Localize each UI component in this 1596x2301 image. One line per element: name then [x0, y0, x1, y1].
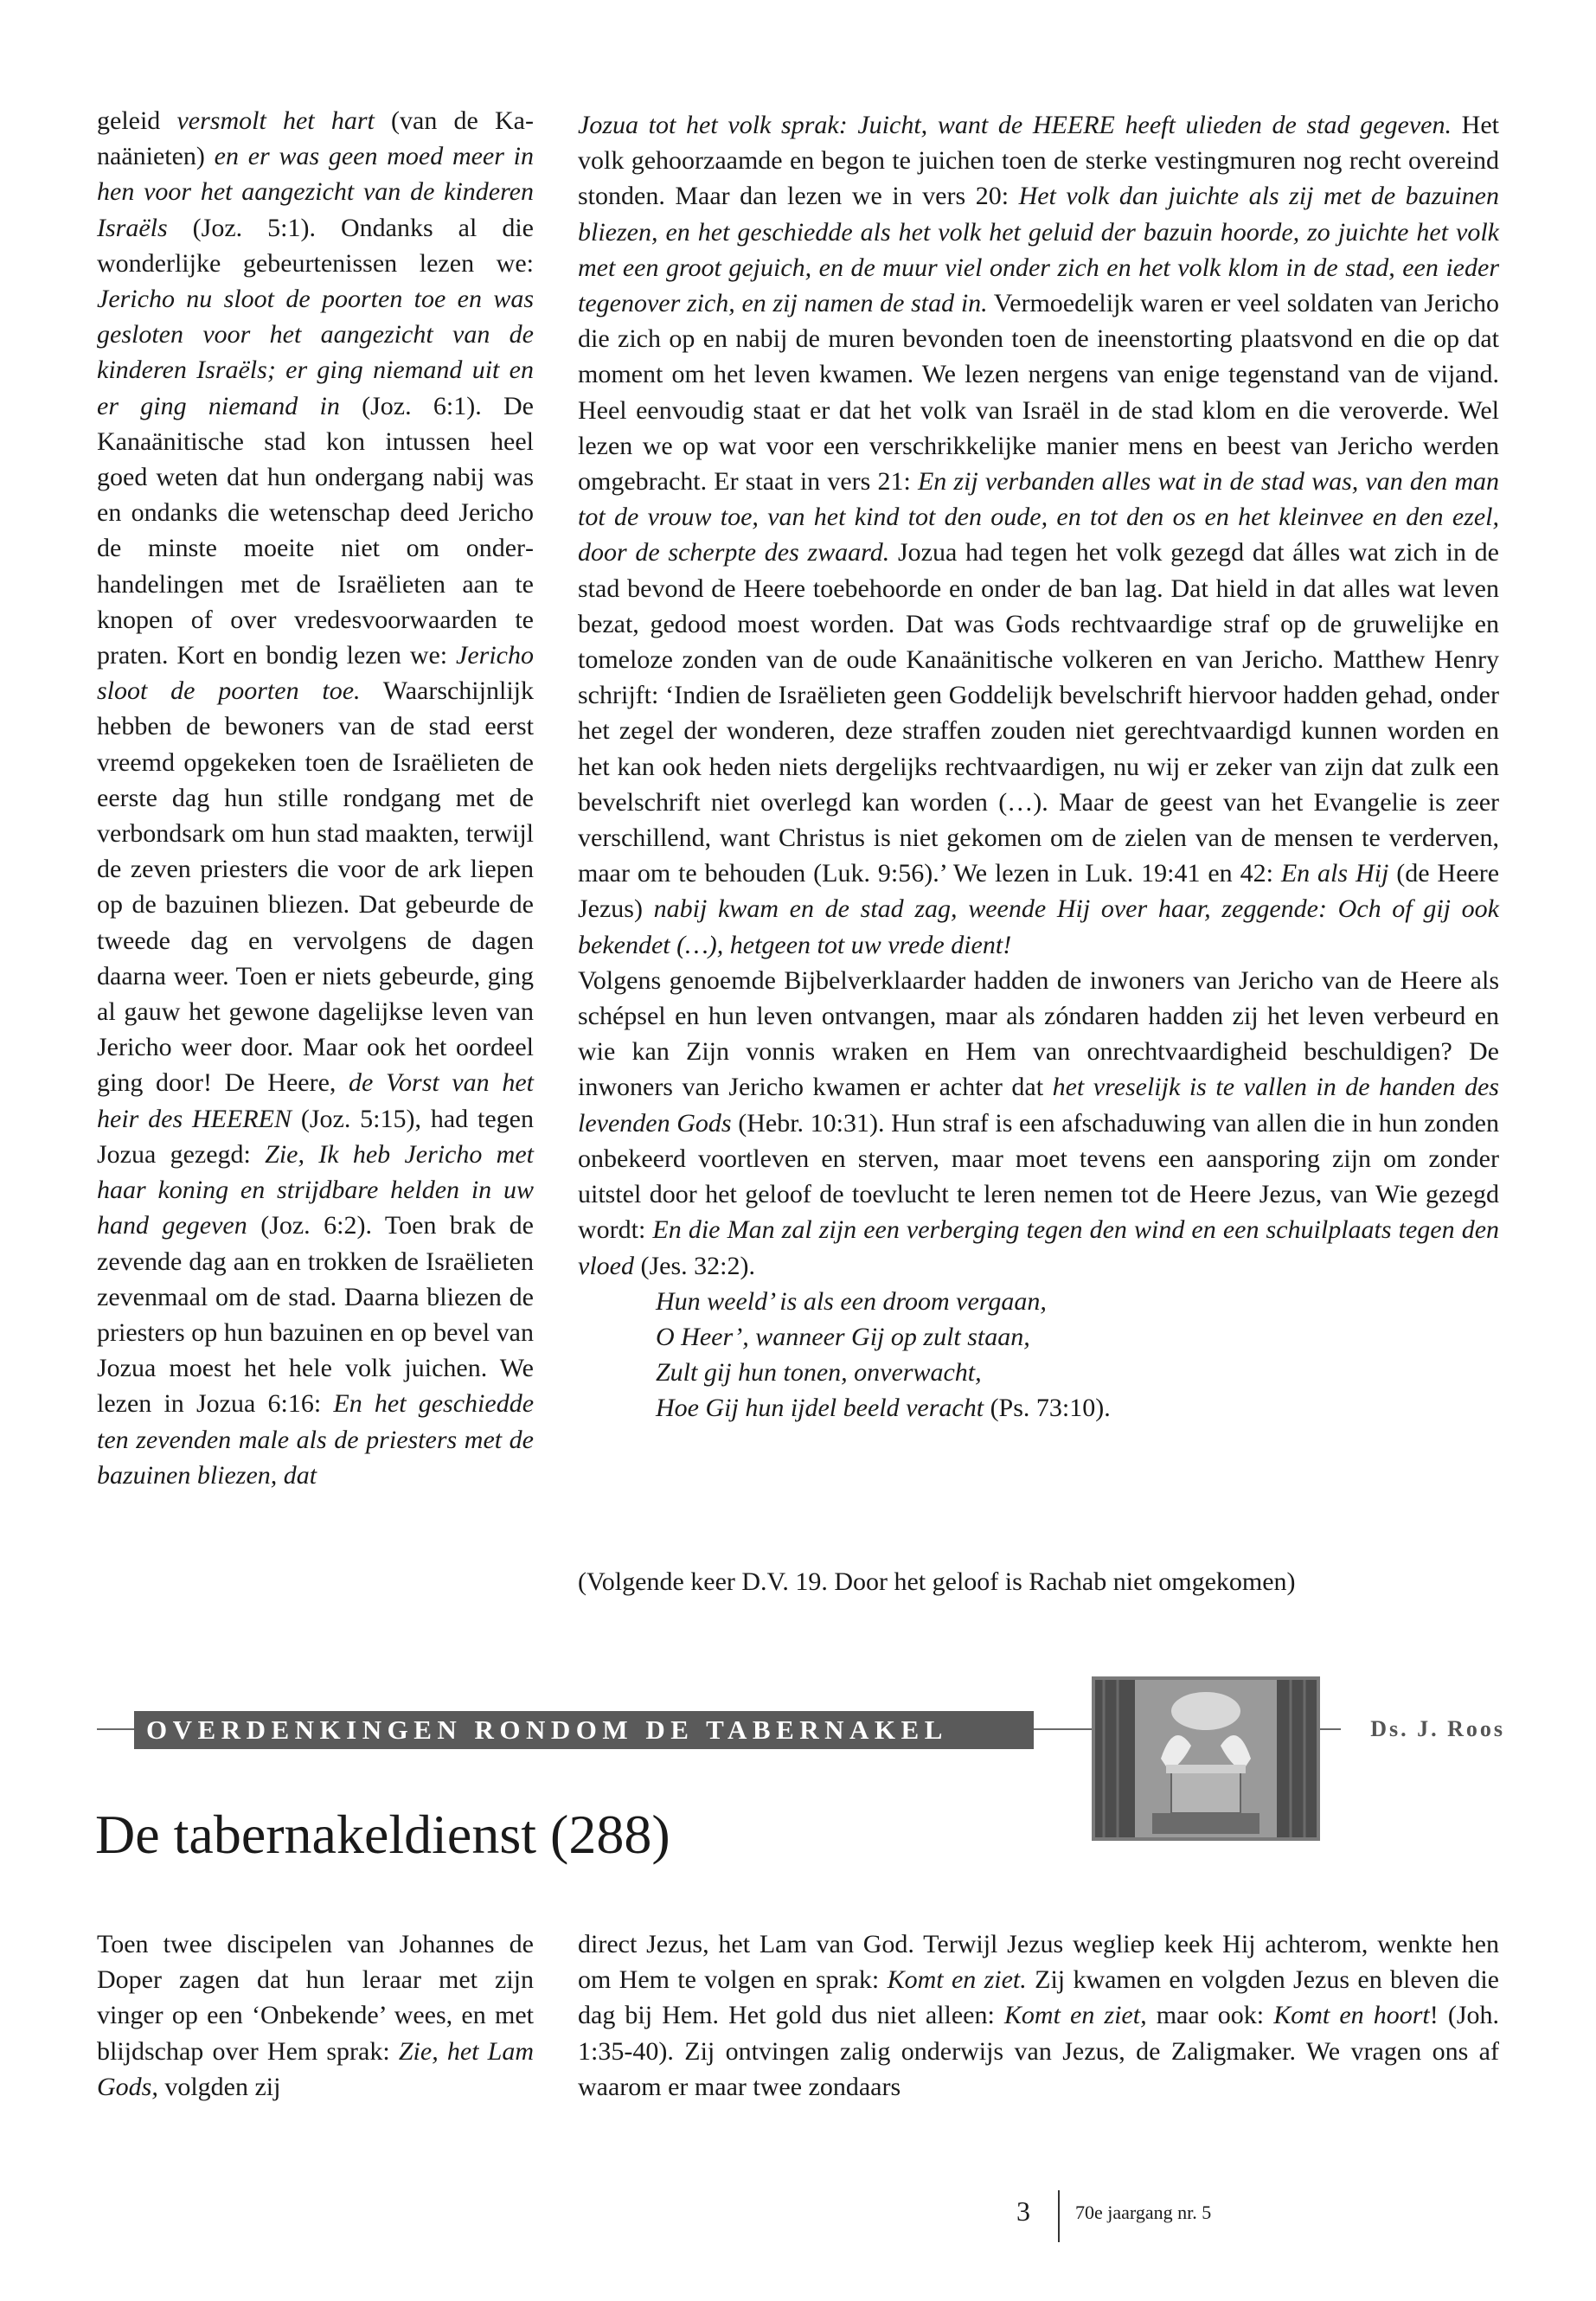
- left-column-top: [97, 103, 534, 1493]
- poem-line: Hun weeld’ is als een droom vergaan,: [656, 1286, 1047, 1316]
- right-column-bottom: [578, 1926, 1499, 2105]
- poem-line: O Heer’, wanneer Gij op zult staan,: [656, 1322, 1030, 1351]
- paragraph: [578, 107, 1499, 963]
- text-run: Volgens genoemde Bijbelverklaarder hadden de inwoners van Jericho van de Heere als schépsel en hun leven ontvangen, maar als zóndaren hadden zij het leven verbeurd en wie kan Zijn vonnis wraken en Hem van onrechtvaardigheid beschuldigen? De inwoners van Jericho kwamen er achter dat: [578, 965, 1499, 1102]
- text-run: ! (Joh. 1:35-40). Zij ontvingen zalig onderwijs van Jezus, de Zaligmaker. We vragen ons af waarom er maar twee zondaars: [578, 2001, 1500, 2101]
- paragraph: [97, 1926, 534, 2105]
- italic-quote: En het geschiedde ten zevenden male als de priesters met de bazuinen bliezen, dat: [97, 1389, 535, 1490]
- issue-label: 70e jaargang nr. 5: [1075, 2202, 1212, 2223]
- italic-quote: Komt en ziet,: [1003, 2001, 1147, 2030]
- italic-quote: Jericho nu sloot de poorten toe en was gesloten voor het aangezicht van de kinderen Israëls; er ging niemand uit en er ging niemand in: [97, 285, 534, 420]
- poem-line: Hoe Gij hun ijdel beeld veracht (Ps. 73:10).: [656, 1394, 1111, 1423]
- text-run: (Jes. 32:2).: [633, 1251, 755, 1280]
- footer-divider: [1058, 2190, 1060, 2242]
- paragraph: [578, 963, 1499, 1284]
- text-run: direct Jezus, het Lam van God. Terwijl Jezus wegliep keek Hij achterom, wenkte hen om Hem te volgen en sprak:: [578, 1930, 1499, 1995]
- page-number: 3: [1016, 2195, 1030, 2227]
- article-title: De tabernakeldienst (288): [95, 1804, 670, 1865]
- italic-quote: En als Hij: [1280, 859, 1389, 888]
- left-column-bottom: [97, 1926, 534, 2105]
- paragraph: [578, 1926, 1499, 2105]
- text-run: Vermoedelijk waren er veel soldaten van Jericho die zich op en nabij de muren bevonden toen de ineenstorting plaatsvond en die op dat moment om het leven kwamen. We lezen nergens van enige tegenstand van de vijand. Heel eenvoudig staat er dat het volk van Israël in de stad klom en die veroverde. Wel lezen we op wat voor een verschrikkelijke manier mens en beest van Jericho werden omgebracht. Er staat in vers 21:: [578, 289, 1499, 497]
- italic-quote: nabij kwam en de stad zag, weende Hij over haar, zeggende: Och of gij ook bekendet (…), hetgeen tot uw vrede dient!: [578, 894, 1499, 959]
- text-run: maar ook:: [1146, 2001, 1274, 2030]
- text-run: (Joz. 6:2). Toen brak de zevende dag aan en trokken de Israëlieten zevenmaal om de stad. Daarna bliezen de priesters op hun bazuinen en op bevel van Jozua moest het hele volk juichen. We lezen in Jozua 6:16:: [97, 1211, 534, 1419]
- italic-quote: de Vorst van het heir des HEEREN: [97, 1068, 534, 1133]
- italic-quote: En zij verbanden alles wat in de stad was, van den man tot de vrouw toe, van het kind tot den oude, en tot den os en het kleinvee en den ezel, door de scherpte des zwaard.: [578, 467, 1499, 567]
- italic-quote: Jozua tot het volk sprak: Juicht, want de HEERE heeft ulieden de stad gegeven.: [578, 111, 1452, 139]
- author-byline: Ds. J. Roos: [1341, 1716, 1505, 1742]
- paragraph: [97, 103, 534, 1493]
- italic-quote: Het volk dan juichte als zij met de bazuinen bliezen, en het geschiedde als het volk het geluid der bazuin hoorde, zo juichte het volk met een groot gejuich, en de muur viel onder zich en het volk klom in de stad, een ieder tegenover zich, en zij namen de stad in.: [578, 182, 1499, 318]
- italic-quote: En die Man zal zijn een verberging tegen den wind en een schuilplaats tegen den vloed: [578, 1215, 1500, 1280]
- text-run: Waarschijnlijk hebben de bewoners van de stad eerst vreemd opgekeken toen de Israëlieten de eerste dag hun stille rondgang met de verbondsark om hun stad maakten, terwijl de zeven priesters die voor de ark liepen op de bazuinen bliezen. Dat gebeurde de tweede dag en vervolgens de dagen daarna weer. Toen er niets gebeurde, ging al gauw het gewone dagelijkse leven van Jericho weer door. Maar ook het oordeel ging door! De Heere,: [97, 676, 534, 1098]
- poem-line: Zult gij hun tonen, onverwacht,: [656, 1358, 982, 1388]
- right-column-top: [578, 107, 1499, 1426]
- italic-quote: versmolt het hart: [176, 106, 375, 135]
- text-run: Het volk gehoorzaamde en begon te juichen toen de sterke vestingmuren nog recht overeind stonden. Maar dan lezen we in vers 20:: [578, 111, 1499, 211]
- text-run: Zij kwamen en volgden Jezus en bleven die dag bij Hem. Het gold dus niet alleen:: [578, 1965, 1499, 2030]
- text-run: (Joz. 6:1). De Kanaänitische stad kon intussen heel goed weten dat hun ondergang nabij was en ondanks die wetenschap deed Jericho de minste moeite niet om onderhandelingen met de Israëlieten aan te knopen of over vredesvoorwaarden te praten. Kort en bondig lezen we:: [97, 391, 534, 670]
- ark-of-covenant-illustration: [1092, 1676, 1320, 1841]
- psalm-quote: [656, 1284, 1499, 1426]
- italic-quote: Jericho sloot de poorten toe.: [97, 641, 534, 706]
- italic-quote: Komt en ziet.: [887, 1965, 1027, 1995]
- italic-quote: het vreselijk is te vallen in de handen des levenden Gods: [578, 1073, 1499, 1138]
- text-run: (van de Kanaänieten): [97, 106, 534, 171]
- text-run: volgden zij: [157, 2072, 281, 2101]
- italic-quote: Zie, het Lam Gods,: [97, 2036, 534, 2101]
- text-run: (de Heere Jezus): [578, 859, 1500, 924]
- text-run: (Joz. 5:1). Ondanks al die wonderlijke gebeurtenissen lezen we:: [97, 213, 534, 278]
- section-banner: OVERDENKINGEN RONDOM DE TABERNAKEL: [134, 1711, 1034, 1749]
- text-run: geleid: [97, 106, 177, 135]
- italic-quote: en er was geen moed meer in hen voor het aangezicht van de kinderen Israëls: [97, 142, 534, 242]
- italic-quote: Komt en hoort: [1273, 2001, 1430, 2030]
- text-run: (Hebr. 10:31). Hun straf is een afschaduwing van allen die in hun zonden onbekeerd voortleven en sterven, maar moet tevens een aansporing zijn om zonder uitstel door het geloof de toevlucht te leren nemen tot de Heere Jezus, van Wie gezegd wordt:: [578, 1108, 1499, 1245]
- text-run: (Joz. 5:15), had tegen Jozua gezegd:: [97, 1104, 534, 1169]
- text-run: Jozua had tegen het volk gezegd dat álles wat zich in de stad bevond de Heere toebehoorde en onder de ban lag. Dat hield in dat alles wat leven bezat, gedood moest worden. Dat was Gods rechtvaardige straf op de gruwelijke en tomeloze zonden van de oude Kanaänitische volkeren en van Jericho. Matthew Henry schrijft: ‘Indien de Israëlieten geen Goddelijk bevelschrift hiervoor hadden gehad, onder het zegel der wonderen, deze straffen zouden niet gerechtvaardigd kunnen worden en het kan ook heden niets dergelijks rechtvaardigen, nu wij er zeker van zijn dat zulk een bevelschrift niet overlegd kan worden (…). Maar de geest van het Evangelie is zeer verschillend, want Christus is niet gekomen om de zielen van de mensen te verderven, maar om te behouden (Luk. 9:56).’ We lezen in Luk. 19:41 en 42:: [578, 538, 1499, 888]
- poem-reference: (Ps. 73:10).: [984, 1394, 1111, 1423]
- next-episode-note: (Volgende keer D.V. 19. Door het geloof is Rachab niet omgekomen): [578, 1567, 1296, 1596]
- italic-quote: Zie, Ik heb Jericho met haar koning en strijdbare helden in uw hand gegeven: [97, 1139, 534, 1240]
- text-run: Toen twee discipelen van Johannes de Doper zagen dat hun leraar met zijn vinger op een ‘Onbekende’ wees, en met blijdschap over Hem sprak:: [97, 1930, 534, 2066]
